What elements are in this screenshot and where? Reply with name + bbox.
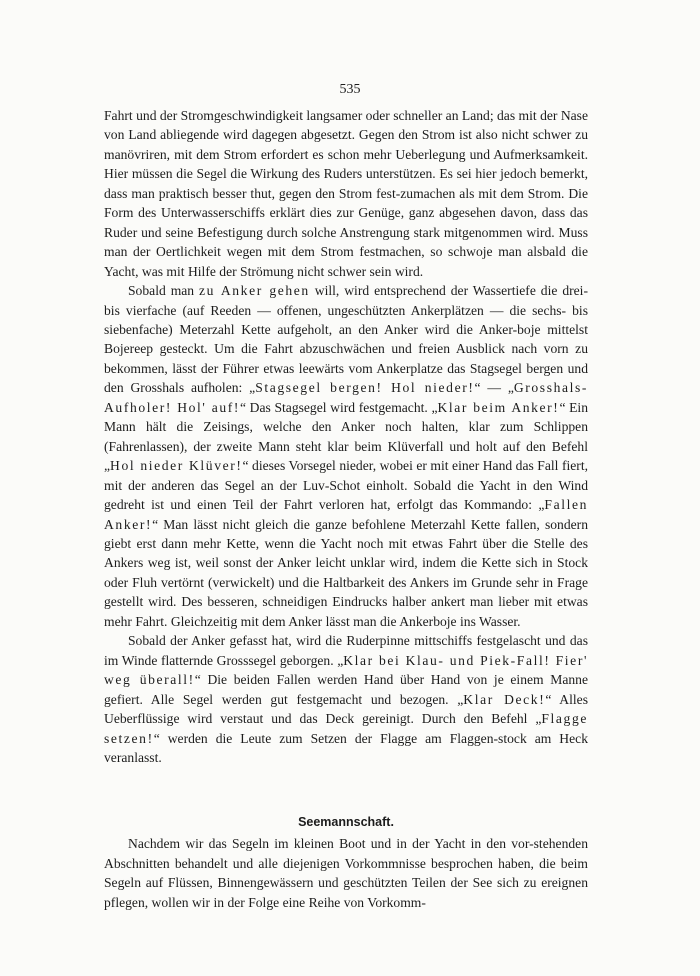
text-run: “ werden die Leute zum Setzen der Flagge am Flaggen-stock am Heck veranlasst. [104,730,588,765]
spaced-command-text: Flagge setzen! [104,711,588,746]
spaced-command-text: Grosshals-Aufholer! Hol' auf! [104,380,589,415]
spaced-command-text: Klar beim Anker! [437,399,560,415]
spaced-command-text: Hol nieder Klüver! [110,458,243,474]
paragraph [104,631,588,767]
text-run: Sobald der Anker gefasst hat, wird die Ruderpinne mittschiffs festgelascht und das im Winde flatternde Grosssegel geborgen. „ [104,633,588,668]
spaced-command-text: Klar bei Klau- und Piek-Fall! Fier' weg überall! [104,652,588,688]
paragraph [104,106,588,281]
section-heading: Seemannschaft. [298,815,394,830]
body-text [104,106,588,912]
text-run: “ dieses Vorsegel nieder, wobei er mit einer Hand das Fall fiert, mit der anderen das Segel an der Luv-Schot einholt. Sobald die Yacht in den Wind gedreht ist und einen Teil der Fahrt verloren hat, erfolgt das Kommando: „ [104,458,588,513]
text-run: Fahrt und der Stromgeschwindigkeit langsamer oder schneller an Land; das mit der Nase von Land abliegende wird dagegen abgesetzt. Gegen den Strom ist also nicht schwer zu manövriren, mit dem Strom erfordert es schon mehr Ueberlegung und Aufmerksamkeit. Hier müssen die Segel die Wirkung des Ruders unterstützen. Es sei hier jedoch bemerkt, dass man praktisch besser thut, gegen den Strom fest-zumachen als mit dem Strom. Die Form des Unterwasserschiffs erklärt dies zur Genüge, ganz abgesehen davon, dass das Ruder und seine Befestigung durch solche Anstrengung stark mitgenommen wird. Muss man der Oertlichkeit wegen mit dem Strom festmachen, so schwoje man alsbald die Yacht, was mit Hilfe der Strömung nicht schwer sein wird. [104,108,588,279]
text-run: “ Das Stagsegel wird festgemacht. „ [240,399,438,415]
text-run: Sobald man [128,283,200,299]
text-run: “ — „ [474,380,514,396]
spaced-command-text: Klar Deck! [463,691,546,707]
paragraph [104,281,588,631]
section-paragraph: Nachdem wir das Segeln im kleinen Boot und in der Yacht in den vor-stehenden Abschnitten behandelt und alle diejenigen Vorkommnisse besprochen haben, die beim Segeln auf Flüssen, Binnengewässern und geschützten Teilen der See sich zu ereignen pflegen, wollen wir in der Folge eine Reihe von Vorkomm- [104,836,588,910]
text-run: “ Ein Mann hält die Zeisings, welche den Anker noch halten, klar zum Schlippen (Fahrenlassen), der zweite Mann steht klar beim Klüverfall und holt auf den Befehl „ [104,399,588,474]
text-run: “ Alles Ueberflüssige wird verstaut und das Deck gereinigt. Durch den Befehl „ [104,691,588,727]
page-number: 535 [339,82,361,97]
text-run: “ Die beiden Fallen werden Hand über Hand von je einem Manne gefiert. Alle Segel werden gut festgemacht und bezogen. „ [104,672,588,707]
spaced-command-text: Fallen Anker! [104,497,588,532]
spaced-command-text: Stagsegel bergen! Hol nieder! [255,380,475,396]
text-run: “ Man lässt nicht gleich die ganze befohlene Meterzahl Kette fallen, sondern giebt erst dann mehr Kette, wenn die Yacht noch mit etwas Fahrt über die Stelle des Ankers weg ist, weil sonst der Anker leicht unklar wird, indem die Kette sich in Stock oder Fluh vertörnt (verwickelt) und die Haltbarkeit des Ankers im Grunde sehr in Frage gestellt wird. Des besseren, schneidigen Eindrucks halber ankert man lieber mit etwas mehr Fahrt. Gleichzeitig mit dem Anker lässt man die Ankerboje ins Wasser. [104,516,588,629]
text-run: will, wird entsprechend der Wassertiefe die drei- bis vierfache (auf Reeden — offenen, ungeschützten Ankerplätzen — die sechs- bis siebenfache) Meterzahl Kette aufgeholt, an den Anker wird die Anker-boje mittelst Bojereep gesteckt. Um die Fahrt abzuschwächen und freien Ausblick nach vorn zu bekommen, lässt der Führer etwas leewärts vom Ankerplatze das Stagsegel bergen und den Grosshals aufholen: „ [104,283,588,396]
spaced-command-text: zu Anker gehen [199,283,310,299]
